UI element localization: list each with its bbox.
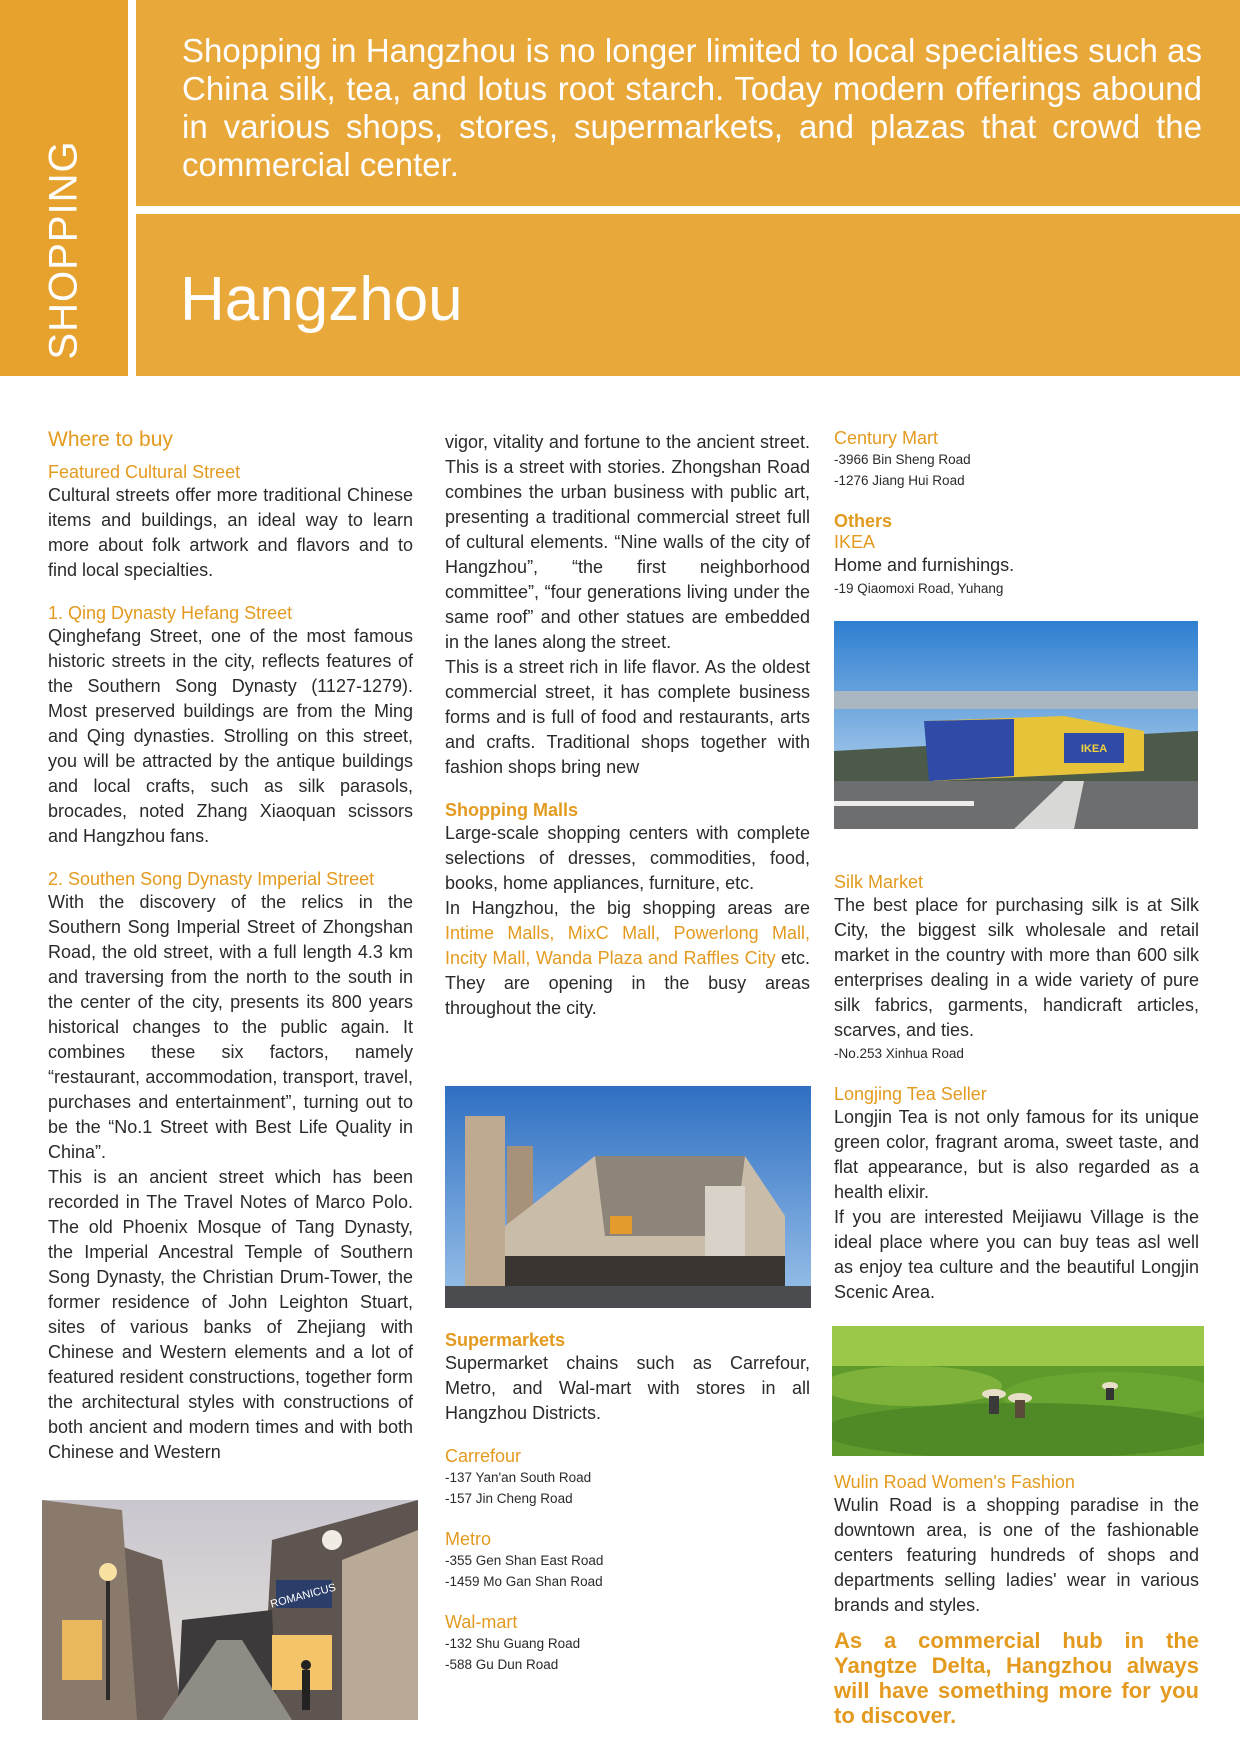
- intro-text: Shopping in Hangzhou is no longer limited to local specialties such as China silk, tea, and lotus root starch. Today modern offerings abound in various shops, stores, supermarkets, and plazas that crowd the commercial center.: [182, 32, 1202, 183]
- imperial-street-continued: vigor, vitality and fortune to the ancient street. This is a street with stories. Zhongshan Road combines the urban business with public art, presenting a traditional commercial street full of cultural elements. “Nine walls of the city of Hangzhou”, “the first neighborhood committee”, “four generations living under the same roof” and other statues are embedded in the lanes along the street.: [445, 432, 810, 652]
- qing-street-text: Qinghefang Street, one of the most famous historic streets in the city, reflects features of the Southern Song Dynasty (1127-1279). Most preserved buildings are from the Ming and Qing dynasties. Strolling on this street, you will be attracted by the antique buildings and local crafts, such as silk parasols, brocades, noted Zhang Xiaoquan scissors and Hangzhou fans.: [48, 626, 413, 846]
- silk-market-heading: Silk Market: [834, 872, 924, 892]
- supermarkets-text: Supermarket chains such as Carrefour, Metro, and Wal-mart with stores in all Hangzhou Districts.: [445, 1353, 810, 1423]
- wulin-heading: Wulin Road Women's Fashion: [834, 1472, 1075, 1492]
- ikea-photo: [834, 621, 1198, 829]
- shopping-malls-text: Large-scale shopping centers with complete selections of dresses, commodities, food, books, home appliances, furniture, etc.: [445, 823, 810, 893]
- silk-market-address: -No.253 Xinhua Road: [834, 1046, 964, 1061]
- where-to-buy-heading: Where to buy: [48, 428, 173, 451]
- qing-street-heading: 1. Qing Dynasty Hefang Street: [48, 603, 293, 623]
- wulin-text: Wulin Road is a shopping paradise in the downtown area, is one of the fashionable centers featuring hundreds of shops and departments selling ladies' wear in various brands and styles.: [834, 1495, 1199, 1615]
- side-label: SHOPPING: [41, 140, 86, 360]
- column-3-middle: [834, 872, 1199, 1305]
- column-3-lower: [834, 1472, 1199, 1728]
- others-heading: Others: [834, 511, 893, 531]
- carrefour-address-1: -137 Yan'an South Road: [445, 1470, 592, 1485]
- featured-street-text: Cultural streets offer more traditional Chinese items and buildings, an ideal way to learn more about folk artwork and flavors and to find local specialties.: [48, 485, 413, 580]
- ikea-heading: IKEA: [834, 532, 876, 552]
- carrefour-heading: Carrefour: [445, 1446, 522, 1466]
- walmart-address-1: -132 Shu Guang Road: [445, 1636, 581, 1651]
- tea-seller-heading: Longjing Tea Seller: [834, 1084, 987, 1104]
- imperial-street-continued-2: This is a street rich in life flavor. As the oldest commercial street, it has complete business forms and is full of food and restaurants, arts and crafts. Traditional shops together with fashion shops bring new: [445, 657, 810, 777]
- metro-address-2: -1459 Mo Gan Shan Road: [445, 1574, 603, 1589]
- street-photo-image: [42, 1500, 418, 1720]
- century-mart-address-1: -3966 Bin Sheng Road: [834, 452, 971, 467]
- song-street-text: With the discovery of the relics in the Southern Song Imperial Street of Zhongshan Road, the old street, with a full length 4.3 km and traversing from the north to the south in the center of the city, presents its 800 years historical changes to the public again. It combines these six factors, namely “restaurant, accommodation, transport, travel, purchases and entertainment”, turning out to be the “No.1 Street with Best Life Quality in China”.: [48, 892, 413, 1162]
- mall-photo-image: [445, 1086, 811, 1308]
- mall-photo: [445, 1086, 811, 1308]
- city-band: [136, 214, 1240, 376]
- column-2-lower: [445, 1330, 810, 1675]
- ikea-description: Home and furnishings.: [834, 555, 1015, 575]
- century-mart-heading: Century Mart: [834, 428, 939, 448]
- shop-sign: ROMANICUS: [269, 1581, 338, 1611]
- featured-street-heading: Featured Cultural Street: [48, 462, 241, 482]
- metro-heading: Metro: [445, 1529, 492, 1549]
- tea-seller-text: Longjin Tea is not only famous for its unique green color, fragrant aroma, sweet taste, and flat appearance, but is also regarded as a health elixir.: [834, 1107, 1199, 1202]
- street-photo: [42, 1500, 418, 1720]
- supermarkets-heading: Supermarkets: [445, 1330, 566, 1350]
- walmart-heading: Wal-mart: [445, 1612, 518, 1632]
- mall-list: Intime Malls, MixC Mall, Powerlong Mall, Incity Mall, Wanda Plaza and Raffles City: [445, 923, 810, 968]
- column-1: [48, 428, 413, 1465]
- column-2: [445, 430, 810, 1021]
- century-mart-address-2: -1276 Jiang Hui Road: [834, 473, 965, 488]
- shopping-malls-heading: Shopping Malls: [445, 800, 578, 820]
- ikea-sign: IKEA: [1080, 743, 1108, 755]
- carrefour-address-2: -157 Jin Cheng Road: [445, 1491, 573, 1506]
- ikea-photo-image: [834, 621, 1198, 829]
- walmart-address-2: -588 Gu Dun Road: [445, 1657, 559, 1672]
- page-title: Hangzhou: [180, 265, 463, 334]
- silk-market-text: The best place for purchasing silk is at Silk City, the biggest silk wholesale and retail market in the country with more than 600 silk enterprises dealing in a wide variety of pure silk fabrics, garments, handicraft articles, scarves, and ties.: [834, 895, 1199, 1040]
- metro-address-1: -355 Gen Shan East Road: [445, 1553, 604, 1568]
- column-3: [834, 428, 1199, 599]
- tea-photo-image: [832, 1326, 1204, 1456]
- song-street-heading: 2. Southen Song Dynasty Imperial Street: [48, 869, 375, 889]
- song-street-text-2: This is an ancient street which has been recorded in The Travel Notes of Marco Polo. The old Phoenix Mosque of Tang Dynasty, the Imperial Ancestral Temple of Southern Song Dynasty, the Christian Drum-Tower, the former residence of John Leighton Stuart, sites of various banks of Zhejiang with Chinese and Western elements and a lot of featured resident constructions, together form the architectural styles with constructions of both ancient and modern times and with both Chinese and Western: [48, 1167, 413, 1462]
- ikea-address: -19 Qiaomoxi Road, Yuhang: [834, 581, 1004, 596]
- shopping-malls-outro: etc. They are opening in the busy areas throughout the city.: [445, 948, 810, 1018]
- tea-photo: [832, 1326, 1204, 1456]
- tea-seller-text-2: If you are interested Meijiawu Village is the ideal place where you can buy teas asl well as enjoy tea culture and the beautiful Longjin Scenic Area.: [834, 1207, 1199, 1302]
- shopping-malls-text-2: [445, 896, 810, 1021]
- closing-statement: As a commercial hub in the Yangtze Delta, Hangzhou always will have something more for you to discover.: [834, 1628, 1199, 1728]
- intro-band: [136, 0, 1240, 206]
- shopping-malls-intro: In Hangzhou, the big shopping areas are: [445, 898, 810, 918]
- side-label-band: [0, 0, 128, 376]
